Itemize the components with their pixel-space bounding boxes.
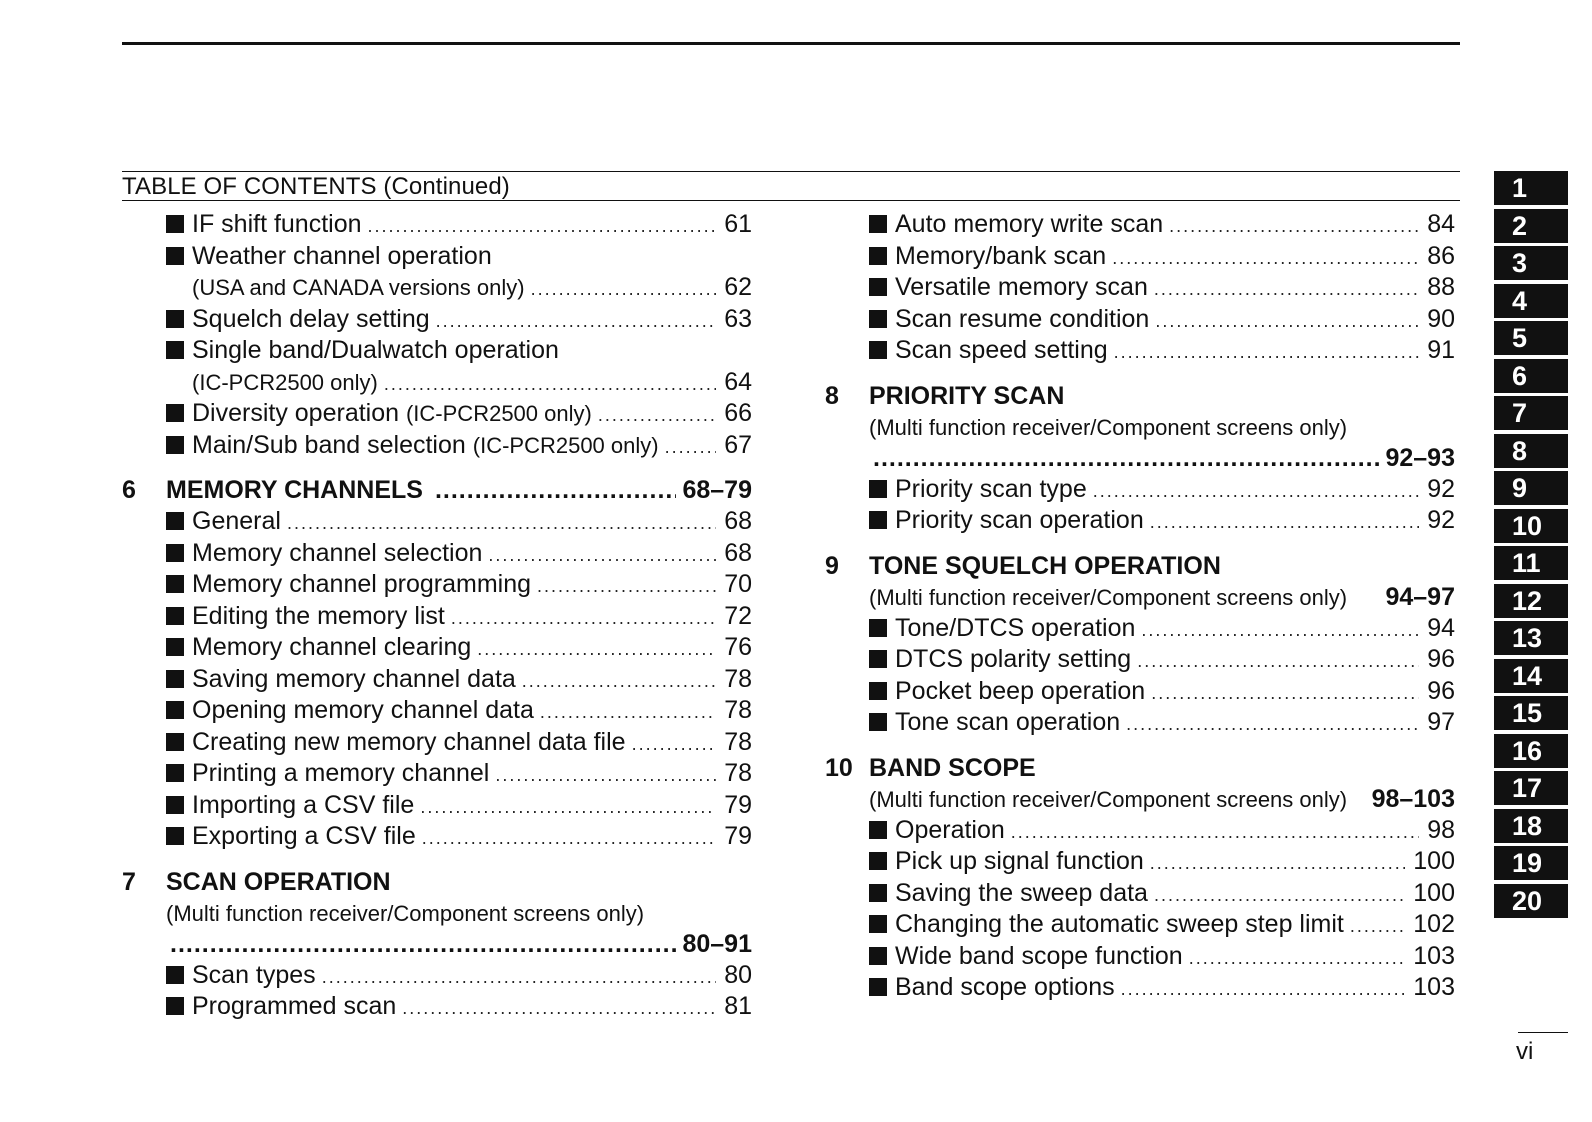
toc-entry[interactable]: Memory/bank scan ..... 86 (815, 241, 1455, 273)
toc-entry[interactable]: Versatile memory scan ..... 88 (815, 272, 1455, 304)
toc-entry[interactable]: Weather channel operation (112, 241, 752, 273)
chapter-tabs (1494, 171, 1568, 921)
toc-entry[interactable]: Saving memory channel data ..... 78 (112, 664, 752, 696)
toc-entry[interactable]: Squelch delay setting ..... 63 (112, 304, 752, 336)
section-heading[interactable]: 9 TONE SQUELCH OPERATION (825, 551, 1221, 580)
toc-header (122, 171, 1460, 201)
toc-entry[interactable]: Main/Sub band selection (IC-PCR2500 only) ..... 67 (112, 430, 752, 462)
toc-entry[interactable]: Exporting a CSV file ..... 79 (112, 821, 752, 853)
square-bullet-icon (166, 215, 184, 233)
chapter-tab[interactable]: 8 (1494, 434, 1568, 468)
square-bullet-icon (166, 341, 184, 359)
square-bullet-icon (869, 341, 887, 359)
square-bullet-icon (869, 215, 887, 233)
toc-entry[interactable]: Memory channel selection ..... 68 (112, 538, 752, 570)
toc-entry[interactable]: Wide band scope function ..... 103 (815, 941, 1455, 973)
square-bullet-icon (869, 947, 887, 965)
chapter-tab[interactable]: 2 (1494, 209, 1568, 243)
square-bullet-icon (869, 884, 887, 902)
toc-entry[interactable]: Saving the sweep data ..... 100 (815, 878, 1455, 910)
top-rule (122, 42, 1460, 45)
square-bullet-icon (166, 404, 184, 422)
square-bullet-icon (166, 701, 184, 719)
toc-entry[interactable]: Creating new memory channel data file ..... 78 (112, 727, 752, 759)
chapter-tab[interactable]: 19 (1494, 846, 1568, 880)
toc-entry[interactable]: Printing a memory channel ..... 78 (112, 758, 752, 790)
toc-entry[interactable]: Band scope options ..... 103 (815, 972, 1455, 1004)
toc-entry[interactable]: Priority scan operation ..... 92 (815, 505, 1455, 537)
toc-entry[interactable]: Changing the automatic sweep step limit ..... 102 (815, 909, 1455, 941)
chapter-tab[interactable]: 14 (1494, 659, 1568, 693)
square-bullet-icon (869, 511, 887, 529)
square-bullet-icon (869, 247, 887, 265)
square-bullet-icon (166, 733, 184, 751)
section-heading[interactable]: 10 BAND SCOPE (825, 753, 1036, 782)
square-bullet-icon (166, 607, 184, 625)
chapter-tab[interactable]: 6 (1494, 359, 1568, 393)
toc-entry[interactable]: General ..... 68 (112, 506, 752, 538)
square-bullet-icon (869, 619, 887, 637)
chapter-tab[interactable]: 7 (1494, 396, 1568, 430)
square-bullet-icon (166, 436, 184, 454)
section-page-range: ..... 80–91 (112, 929, 752, 960)
square-bullet-icon (166, 827, 184, 845)
square-bullet-icon (869, 978, 887, 996)
page-number-rule (1518, 1032, 1568, 1033)
square-bullet-icon (869, 915, 887, 933)
toc-entry[interactable]: Scan speed setting ..... 91 (815, 335, 1455, 367)
chapter-tab[interactable]: 9 (1494, 471, 1568, 505)
toc-entry[interactable]: Auto memory write scan ..... 84 (815, 209, 1455, 241)
toc-entry[interactable]: DTCS polarity setting ..... 96 (815, 644, 1455, 676)
toc-left-column (112, 209, 752, 1023)
toc-right-column (815, 209, 1455, 1004)
toc-entry[interactable]: Memory channel clearing ..... 76 (112, 632, 752, 664)
toc-entry[interactable]: IF shift function ..... 61 (112, 209, 752, 241)
chapter-tab[interactable]: 15 (1494, 696, 1568, 730)
toc-entry[interactable]: Tone scan operation ..... 97 (815, 707, 1455, 739)
chapter-tab[interactable]: 13 (1494, 621, 1568, 655)
chapter-tab[interactable]: 18 (1494, 809, 1568, 843)
toc-entry-continued[interactable]: (USA and CANADA versions only) ..... 62 (112, 272, 752, 304)
toc-entry-continued[interactable]: (IC-PCR2500 only) ..... 64 (112, 367, 752, 399)
square-bullet-icon (869, 278, 887, 296)
toc-entry[interactable]: Memory channel programming ..... 70 (112, 569, 752, 601)
toc-entry[interactable]: Tone/DTCS operation ..... 94 (815, 613, 1455, 645)
toc-entry[interactable]: Diversity operation (IC-PCR2500 only) ..... 66 (112, 398, 752, 430)
square-bullet-icon (166, 310, 184, 328)
square-bullet-icon (869, 713, 887, 731)
chapter-tab[interactable]: 11 (1494, 546, 1568, 580)
square-bullet-icon (166, 247, 184, 265)
section-heading[interactable]: 8 PRIORITY SCAN (825, 381, 1065, 410)
section-subtitle: (Multi function receiver/Component screens only) (166, 900, 645, 926)
chapter-tab[interactable]: 4 (1494, 284, 1568, 318)
chapter-tab[interactable]: 5 (1494, 321, 1568, 355)
square-bullet-icon (869, 821, 887, 839)
square-bullet-icon (166, 544, 184, 562)
section-subtitle: (Multi function receiver/Component screens only) (869, 414, 1348, 440)
toc-entry[interactable]: Programmed scan ..... 81 (112, 991, 752, 1023)
square-bullet-icon (869, 852, 887, 870)
chapter-tab[interactable]: 1 (1494, 171, 1568, 205)
square-bullet-icon (166, 575, 184, 593)
square-bullet-icon (166, 512, 184, 530)
toc-entry[interactable]: Importing a CSV file ..... 79 (112, 790, 752, 822)
square-bullet-icon (166, 764, 184, 782)
chapter-tab[interactable]: 10 (1494, 509, 1568, 543)
chapter-tab[interactable]: 3 (1494, 246, 1568, 280)
square-bullet-icon (166, 997, 184, 1015)
square-bullet-icon (869, 682, 887, 700)
chapter-tab[interactable]: 16 (1494, 734, 1568, 768)
section-subtitle: (Multi function receiver/Component screens only) 98–103 (869, 784, 1455, 813)
square-bullet-icon (869, 480, 887, 498)
square-bullet-icon (166, 966, 184, 984)
chapter-tab[interactable]: 17 (1494, 771, 1568, 805)
section-heading[interactable]: 7 SCAN OPERATION (122, 867, 391, 896)
toc-entry[interactable]: Opening memory channel data ..... 78 (112, 695, 752, 727)
square-bullet-icon (869, 310, 887, 328)
square-bullet-icon (166, 670, 184, 688)
toc-entry[interactable]: Operation ..... 98 (815, 815, 1455, 847)
chapter-tab[interactable]: 20 (1494, 884, 1568, 918)
toc-entry[interactable]: Editing the memory list ..... 72 (112, 601, 752, 633)
square-bullet-icon (166, 796, 184, 814)
square-bullet-icon (166, 638, 184, 656)
toc-entry[interactable]: Scan types ..... 80 (112, 960, 752, 992)
toc-entry[interactable]: Pick up signal function ..... 100 (815, 846, 1455, 878)
page-number: vi (1516, 1038, 1534, 1065)
section-subtitle: (Multi function receiver/Component screens only) 94–97 (869, 582, 1455, 611)
section-page-range: ..... 92–93 (815, 443, 1455, 474)
toc-entry[interactable]: Scan resume condition ..... 90 (815, 304, 1455, 336)
square-bullet-icon (869, 650, 887, 668)
page-title: TABLE OF CONTENTS (Continued) (122, 173, 510, 200)
section-heading[interactable]: 6 MEMORY CHANNELS ..... 68–79 (112, 475, 752, 506)
toc-entry[interactable]: Priority scan type ..... 92 (815, 474, 1455, 506)
chapter-tab[interactable]: 12 (1494, 584, 1568, 618)
toc-entry[interactable]: Single band/Dualwatch operation (112, 335, 752, 367)
toc-entry[interactable]: Pocket beep operation ..... 96 (815, 676, 1455, 708)
